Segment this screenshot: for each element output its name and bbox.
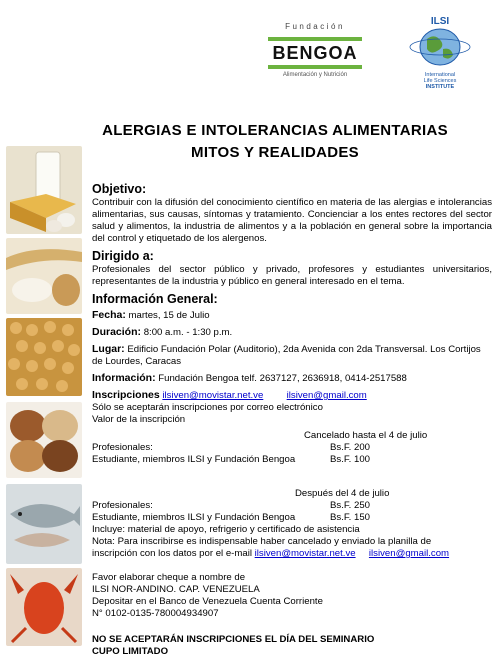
nuts-photo: [6, 402, 82, 478]
globe-icon: [407, 27, 473, 67]
lugar-value: Edificio Fundación Polar (Auditorio), 2da Avenida con 2da Transversal. Los Cortijos de Lourdes, Caracas: [92, 344, 481, 367]
ilsi-logo-line3: INSTITUTE: [425, 84, 455, 90]
fundacion-bengoa-logo: [268, 22, 362, 78]
payment-line4: N° 0102-0135-780004934907: [92, 608, 219, 619]
event-title-line2: MITOS Y REALIDADES: [191, 144, 359, 161]
ilsi-logo-line1: International: [424, 72, 456, 78]
informacion-value: Fundación Bengoa telf. 2637127, 2636918, 0414-2517588: [158, 373, 407, 384]
pricing1-row-price: Bs.F. 200: [330, 442, 370, 453]
bengoa-logo-bar: [268, 37, 362, 41]
fecha-row: [92, 309, 492, 322]
milk-cheese-photo: [6, 146, 82, 234]
nota-text-2-label: inscripción con los datos por el e-mail: [92, 548, 252, 559]
payment-line3: Depositar en el Banco de Venezuela Cuenta Corriente: [92, 596, 323, 607]
inscripciones-label: Inscripciones: [92, 389, 160, 401]
pricing2-row-price: Bs.F. 250: [330, 500, 370, 511]
dirigido-text: Profesionales del sector público y privado, profesores y estudiantes universitarios, representantes de la industria y público en general interesado en el tema.: [92, 264, 492, 287]
dirigido-heading: Dirigido a:: [92, 249, 154, 263]
lobster-photo: [6, 568, 82, 646]
pricing1-row: [92, 442, 492, 454]
info-heading: Información General:: [92, 292, 218, 306]
informacion-row: [92, 372, 492, 385]
fish-photo: [6, 484, 82, 564]
bengoa-logo-sub: Alimentación y Nutrición: [282, 72, 348, 78]
nota-text: Nota: Para inscribirse es indispensable haber cancelado y enviado la planilla de: [92, 536, 432, 547]
bengoa-logo-bar-bottom: [268, 65, 362, 69]
fecha-label: Fecha:: [92, 309, 126, 321]
pricing2-row: [92, 512, 492, 524]
payment-line2: ILSI NOR-ANDINO. CAP. VENEZUELA: [92, 584, 260, 595]
duracion-label: Duración:: [92, 326, 142, 338]
duracion-row: [92, 326, 492, 339]
email-movistar-link[interactable]: ilsiven@movistar.net.ve: [162, 390, 264, 401]
valor-inscripcion: Valor de la inscripción: [92, 414, 186, 425]
flyer-body: [92, 180, 492, 658]
wheat-flour-photo: [6, 238, 82, 314]
lugar-label: Lugar:: [92, 343, 125, 355]
pricing2-row-price: Bs.F. 150: [330, 512, 370, 523]
duracion-value: 8:00 a.m. - 1:30 p.m.: [143, 327, 233, 338]
fecha-value: martes, 15 de Julio: [128, 310, 210, 321]
pricing2-row-label: Estudiante, miembros ILSI y Fundación Bengoa: [92, 512, 296, 523]
pricing1-row-label: Profesionales:: [92, 442, 153, 453]
footer-line2: CUPO LIMITADO: [92, 646, 169, 657]
inscripciones-note: Sólo se aceptarán inscripciones por correo electrónico: [92, 402, 323, 413]
lugar-row: [92, 343, 492, 368]
nota-text-2: [92, 548, 492, 560]
soybeans-photo: [6, 318, 82, 396]
informacion-label: Información:: [92, 372, 156, 384]
email-movistar-link-2[interactable]: ilsiven@movistar.net.ve: [254, 548, 356, 559]
ilsi-logo: [407, 16, 473, 96]
pricing2-row: [92, 500, 492, 512]
pricing1-header: Cancelado hasta el 4 de julio: [304, 430, 428, 441]
pricing1-row-label: Estudiante, miembros ILSI y Fundación Bengoa: [92, 454, 296, 465]
objetivo-text: Contribuir con la difusión del conocimiento científico en materia de las alergias e intolerancias alimentarias, sus causas, síntomas y tratamiento. Concienciar a los entes rectores del sector salud y alimentos, la industria de alimentos y a la población en general sobre la importancia del control y etiquetado de los alergenos.: [92, 197, 492, 244]
event-title-line1: ALERGIAS E INTOLERANCIAS ALIMENTARIAS: [102, 122, 448, 139]
pricing2-header: Después del 4 de julio: [295, 488, 390, 499]
pricing1-row-price: Bs.F. 100: [330, 454, 370, 465]
bengoa-logo-top: Fundación: [285, 22, 345, 31]
objetivo-heading: Objetivo:: [92, 182, 147, 196]
food-photo-strip: [6, 146, 82, 646]
bengoa-logo-name: BENGOA: [272, 43, 358, 63]
payment-line1: Favor elaborar cheque a nombre de: [92, 572, 246, 583]
incluye-text: Incluye: material de apoyo, refrigerio y certificado de asistencia: [92, 524, 360, 535]
email-gmail-link-2[interactable]: ilsiven@gmail.com: [368, 548, 450, 559]
inscripciones-row: [92, 389, 492, 402]
pricing2-row-label: Profesionales:: [92, 500, 153, 511]
ilsi-logo-line2: Life Sciences: [423, 78, 457, 84]
pricing1-row: [92, 454, 492, 466]
ilsi-logo-title: ILSI: [430, 16, 450, 27]
footer-line1: NO SE ACEPTARÁN INSCRIPCIONES EL DÍA DEL SEMINARIO: [92, 634, 375, 645]
email-gmail-link[interactable]: ilsiven@gmail.com: [286, 390, 367, 401]
event-title: [70, 120, 480, 164]
